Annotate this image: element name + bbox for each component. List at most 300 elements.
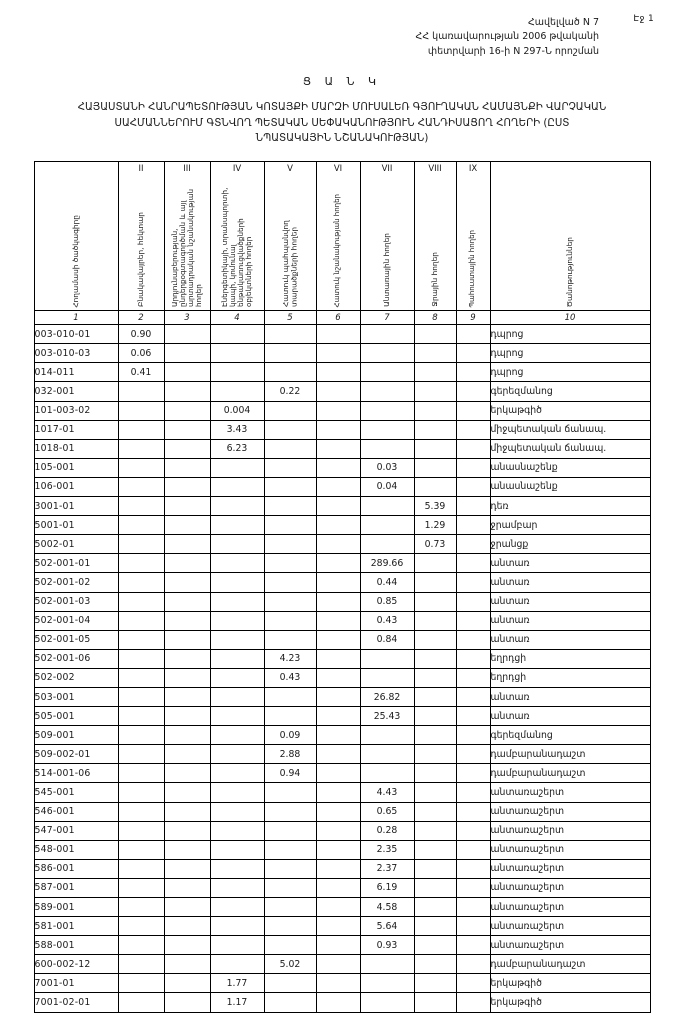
- cell-reserve: [456, 611, 490, 630]
- cell-reserve: [456, 477, 490, 496]
- cell-settlements: [118, 974, 164, 993]
- cell-code: 5002-01: [34, 535, 118, 554]
- cell-special: [316, 458, 360, 477]
- cell-settlements: [118, 630, 164, 649]
- cell-water: [414, 668, 456, 687]
- cell-reserve: [456, 707, 490, 726]
- title-line-1: ՀԱՅԱՍՏԱՆԻ ՀԱՆՐԱՊԵՏՈՒԹՅԱՆ ԿՈՏԱՅՔԻ ՄԱՐԶԻ ՄՈՒՍԱԼԵՌ ԳՅՈՒՂԱԿԱՆ ՀԱՄԱՅՆՔԻ ՎԱՐՉԱԿԱՆ: [77, 101, 607, 113]
- cell-code: 3001-01: [34, 497, 118, 516]
- table-row: [34, 592, 650, 611]
- column-number-6: 6: [316, 311, 360, 325]
- roman-header-8: VIII: [414, 162, 456, 176]
- cell-notes: գերեզմանոց: [490, 726, 650, 745]
- cell-industry: [164, 516, 210, 535]
- cell-energy: [210, 535, 264, 554]
- cell-forest: 0.43: [360, 611, 414, 630]
- cell-notes: անտառ: [490, 630, 650, 649]
- cell-water: [414, 325, 456, 344]
- cell-special: [316, 898, 360, 917]
- cell-protected: [264, 516, 316, 535]
- cell-notes: անտառաշերտ: [490, 802, 650, 821]
- cell-notes: ջրանցք: [490, 535, 650, 554]
- cell-notes: դպրոց: [490, 325, 650, 344]
- cell-industry: [164, 573, 210, 592]
- cell-code: 586-001: [34, 859, 118, 878]
- cell-code: 589-001: [34, 898, 118, 917]
- cell-notes: անտառ: [490, 611, 650, 630]
- table-row: [34, 707, 650, 726]
- cell-forest: 0.84: [360, 630, 414, 649]
- table-row: [34, 477, 650, 496]
- cell-special: [316, 726, 360, 745]
- cell-special: [316, 974, 360, 993]
- table-row: [34, 821, 650, 840]
- cell-settlements: [118, 783, 164, 802]
- cell-protected: [264, 573, 316, 592]
- cell-reserve: [456, 573, 490, 592]
- cell-special: [316, 592, 360, 611]
- cell-notes: անտառաշերտ: [490, 917, 650, 936]
- cell-notes: անտառաշերտ: [490, 859, 650, 878]
- cell-special: [316, 687, 360, 706]
- cell-protected: 0.09: [264, 726, 316, 745]
- cell-industry: [164, 898, 210, 917]
- cell-protected: [264, 535, 316, 554]
- cell-code: 600-002-12: [34, 955, 118, 974]
- cell-industry: [164, 382, 210, 401]
- cell-reserve: [456, 592, 490, 611]
- table-row: [34, 573, 650, 592]
- cell-code: 1017-01: [34, 420, 118, 439]
- table-row: [34, 745, 650, 764]
- table-row: [34, 802, 650, 821]
- cell-water: [414, 630, 456, 649]
- cell-energy: [210, 726, 264, 745]
- column-header-energy-label: Էներգետիկայի, տրանսպորտի, կապի, կոմունալ ենթակառուցվածքների օբյեկտների հողեր: [219, 187, 254, 308]
- cell-protected: [264, 458, 316, 477]
- cell-special: [316, 497, 360, 516]
- cell-code: 003-010-03: [34, 344, 118, 363]
- cell-water: [414, 363, 456, 382]
- cell-water: [414, 344, 456, 363]
- cell-forest: [360, 764, 414, 783]
- cell-notes: անտառաշերտ: [490, 898, 650, 917]
- cell-energy: [210, 764, 264, 783]
- cell-forest: [360, 344, 414, 363]
- cell-water: 1.29: [414, 516, 456, 535]
- table-row: [34, 611, 650, 630]
- cell-energy: [210, 859, 264, 878]
- cell-forest: [360, 420, 414, 439]
- cell-protected: [264, 917, 316, 936]
- cell-settlements: [118, 611, 164, 630]
- cell-energy: [210, 955, 264, 974]
- cell-notes: դպրոց: [490, 363, 650, 382]
- cell-settlements: [118, 764, 164, 783]
- cell-notes: անտառաշերտ: [490, 936, 650, 955]
- cell-water: [414, 458, 456, 477]
- cell-water: [414, 611, 456, 630]
- cell-protected: 0.22: [264, 382, 316, 401]
- cell-water: [414, 936, 456, 955]
- doc-ref-line-1: Հավելված N 7: [527, 17, 599, 28]
- cell-notes: եղրդցի: [490, 668, 650, 687]
- cell-special: [316, 859, 360, 878]
- column-header-water: [414, 175, 456, 311]
- cell-settlements: [118, 707, 164, 726]
- column-header-industry-label: Արդյունաբերության, ընդերքօգտագործման և այլ արտադրական նշանակության հողեր: [169, 189, 204, 308]
- cell-code: 545-001: [34, 783, 118, 802]
- cell-forest: [360, 649, 414, 668]
- doc-ref-line-2: ՀՀ կառավարության 2006 թվականի: [415, 31, 599, 43]
- cell-special: [316, 878, 360, 897]
- table-column-number-row: [34, 311, 650, 325]
- roman-header-9: IX: [456, 162, 490, 176]
- cell-settlements: [118, 477, 164, 496]
- cell-special: [316, 840, 360, 859]
- cell-reserve: [456, 726, 490, 745]
- cell-notes: միջպետական ճանապ.: [490, 439, 650, 458]
- cell-special: [316, 573, 360, 592]
- table-row: [34, 458, 650, 477]
- cell-forest: [360, 955, 414, 974]
- cell-settlements: [118, 859, 164, 878]
- cell-notes: անտառ: [490, 707, 650, 726]
- cell-special: [316, 955, 360, 974]
- cell-energy: [210, 573, 264, 592]
- cell-settlements: [118, 802, 164, 821]
- cell-protected: [264, 898, 316, 917]
- cell-code: 503-001: [34, 687, 118, 706]
- cell-water: [414, 687, 456, 706]
- cell-settlements: [118, 955, 164, 974]
- cell-forest: [360, 745, 414, 764]
- cell-code: 505-001: [34, 707, 118, 726]
- cell-special: [316, 535, 360, 554]
- cell-special: [316, 516, 360, 535]
- cell-settlements: [118, 401, 164, 420]
- cell-special: [316, 382, 360, 401]
- cell-code: 514-001-06: [34, 764, 118, 783]
- table-row: [34, 936, 650, 955]
- cell-protected: [264, 840, 316, 859]
- cell-industry: [164, 840, 210, 859]
- cell-settlements: [118, 821, 164, 840]
- table-row: [34, 974, 650, 993]
- cell-notes: միջպետական ճանապ.: [490, 420, 650, 439]
- cell-forest: 26.82: [360, 687, 414, 706]
- cell-forest: [360, 363, 414, 382]
- cell-protected: [264, 802, 316, 821]
- table-row: [34, 649, 650, 668]
- table-row: [34, 401, 650, 420]
- cell-industry: [164, 974, 210, 993]
- cell-settlements: [118, 878, 164, 897]
- column-number-5: 5: [264, 311, 316, 325]
- table-row: [34, 840, 650, 859]
- cell-water: [414, 955, 456, 974]
- cell-reserve: [456, 401, 490, 420]
- cell-notes: ջրամբար: [490, 516, 650, 535]
- cell-settlements: [118, 516, 164, 535]
- cell-special: [316, 401, 360, 420]
- table-row: [34, 439, 650, 458]
- cell-water: [414, 573, 456, 592]
- cell-energy: [210, 936, 264, 955]
- cell-industry: [164, 592, 210, 611]
- cell-reserve: [456, 439, 490, 458]
- cell-forest: [360, 497, 414, 516]
- cell-energy: [210, 783, 264, 802]
- cell-special: [316, 764, 360, 783]
- cell-reserve: [456, 898, 490, 917]
- cell-reserve: [456, 802, 490, 821]
- cell-industry: [164, 401, 210, 420]
- cell-settlements: [118, 898, 164, 917]
- land-registry-table: [34, 161, 651, 1012]
- column-header-reserve-label: Պահուստային հողեր: [468, 229, 477, 308]
- cell-industry: [164, 764, 210, 783]
- cell-forest: 0.85: [360, 592, 414, 611]
- cell-protected: 2.88: [264, 745, 316, 764]
- cell-water: [414, 745, 456, 764]
- column-header-notes: [490, 175, 650, 311]
- column-header-reserve: [456, 175, 490, 311]
- roman-header-7: VII: [360, 162, 414, 176]
- cell-special: [316, 325, 360, 344]
- cell-notes: դամբարանադաշտ: [490, 955, 650, 974]
- cell-energy: 0.004: [210, 401, 264, 420]
- roman-header-4: IV: [210, 162, 264, 176]
- column-number-7: 7: [360, 311, 414, 325]
- cell-notes: անտառաշերտ: [490, 840, 650, 859]
- cell-code: 502-001-05: [34, 630, 118, 649]
- cell-notes: երկաթգիծ: [490, 993, 650, 1012]
- cell-settlements: [118, 668, 164, 687]
- cell-settlements: [118, 535, 164, 554]
- cell-reserve: [456, 649, 490, 668]
- cell-protected: 0.94: [264, 764, 316, 783]
- table-row: [34, 516, 650, 535]
- cell-water: [414, 554, 456, 573]
- column-header-code-label: Հողամասի ծածկագիրը: [70, 214, 80, 308]
- cell-reserve: [456, 516, 490, 535]
- cell-protected: 5.02: [264, 955, 316, 974]
- cell-industry: [164, 649, 210, 668]
- cell-water: 0.73: [414, 535, 456, 554]
- cell-forest: 289.66: [360, 554, 414, 573]
- cell-reserve: [456, 458, 490, 477]
- cell-energy: [210, 611, 264, 630]
- table-row: [34, 497, 650, 516]
- cell-settlements: [118, 649, 164, 668]
- cell-forest: 0.93: [360, 936, 414, 955]
- cell-code: 587-001: [34, 878, 118, 897]
- roman-header-5: V: [264, 162, 316, 176]
- cell-code: 502-001-01: [34, 554, 118, 573]
- cell-industry: [164, 993, 210, 1012]
- cell-reserve: [456, 630, 490, 649]
- cell-forest: 2.35: [360, 840, 414, 859]
- roman-header-6: VI: [316, 162, 360, 176]
- document-reference: [30, 16, 599, 59]
- cell-special: [316, 821, 360, 840]
- cell-reserve: [456, 535, 490, 554]
- cell-industry: [164, 783, 210, 802]
- cell-protected: [264, 477, 316, 496]
- table-row: [34, 382, 650, 401]
- cell-industry: [164, 439, 210, 458]
- cell-settlements: 0.90: [118, 325, 164, 344]
- cell-protected: [264, 974, 316, 993]
- cell-protected: [264, 497, 316, 516]
- cell-notes: գերեզմանոց: [490, 382, 650, 401]
- cell-reserve: [456, 745, 490, 764]
- cell-industry: [164, 859, 210, 878]
- cell-energy: [210, 821, 264, 840]
- cell-settlements: [118, 497, 164, 516]
- page-title: [30, 100, 654, 147]
- roman-header-10: [490, 162, 650, 176]
- cell-industry: [164, 420, 210, 439]
- cell-forest: [360, 325, 414, 344]
- cell-protected: [264, 420, 316, 439]
- table-row: [34, 554, 650, 573]
- cell-industry: [164, 535, 210, 554]
- cell-forest: 2.37: [360, 859, 414, 878]
- column-header-forest: [360, 175, 414, 311]
- table-row: [34, 344, 650, 363]
- cell-code: 546-001: [34, 802, 118, 821]
- cell-special: [316, 439, 360, 458]
- cell-forest: 0.04: [360, 477, 414, 496]
- title-line-3: ՆՊԱՏԱԿԱՅԻՆ ՆՇԱՆԱԿՈՒԹՅԱՆ): [255, 133, 429, 145]
- cell-water: [414, 783, 456, 802]
- column-number-2: 2: [118, 311, 164, 325]
- cell-code: 032-001: [34, 382, 118, 401]
- cell-energy: [210, 878, 264, 897]
- cell-water: [414, 726, 456, 745]
- cell-special: [316, 554, 360, 573]
- cell-energy: [210, 630, 264, 649]
- cell-water: [414, 592, 456, 611]
- cell-forest: 4.43: [360, 783, 414, 802]
- cell-industry: [164, 668, 210, 687]
- cell-industry: [164, 458, 210, 477]
- cell-water: [414, 382, 456, 401]
- cell-energy: [210, 554, 264, 573]
- cell-forest: [360, 668, 414, 687]
- cell-special: [316, 707, 360, 726]
- table-row: [34, 630, 650, 649]
- cell-notes: անասնաշենք: [490, 477, 650, 496]
- cell-energy: [210, 668, 264, 687]
- cell-special: [316, 611, 360, 630]
- cell-special: [316, 477, 360, 496]
- cell-protected: 0.43: [264, 668, 316, 687]
- cell-reserve: [456, 783, 490, 802]
- cell-industry: [164, 878, 210, 897]
- column-number-1: 1: [34, 311, 118, 325]
- column-number-10: 10: [490, 311, 650, 325]
- table-row: [34, 783, 650, 802]
- cell-protected: [264, 439, 316, 458]
- cell-code: 014-011: [34, 363, 118, 382]
- cell-industry: [164, 726, 210, 745]
- cell-reserve: [456, 878, 490, 897]
- cell-notes: անասնաշենք: [490, 458, 650, 477]
- cell-reserve: [456, 687, 490, 706]
- cell-industry: [164, 477, 210, 496]
- cell-water: [414, 401, 456, 420]
- cell-code: 547-001: [34, 821, 118, 840]
- cell-reserve: [456, 363, 490, 382]
- table-body: [34, 325, 650, 1012]
- cell-reserve: [456, 974, 490, 993]
- column-header-code: [34, 175, 118, 311]
- column-number-9: 9: [456, 311, 490, 325]
- cell-settlements: 0.06: [118, 344, 164, 363]
- table-row: [34, 363, 650, 382]
- cell-special: [316, 745, 360, 764]
- cell-water: [414, 821, 456, 840]
- table-header-row: [34, 175, 650, 311]
- cell-forest: [360, 439, 414, 458]
- cell-protected: [264, 993, 316, 1012]
- cell-water: [414, 878, 456, 897]
- cell-reserve: [456, 955, 490, 974]
- cell-code: 101-003-02: [34, 401, 118, 420]
- cell-energy: 6.23: [210, 439, 264, 458]
- table-row: [34, 898, 650, 917]
- cell-notes: անտառ: [490, 573, 650, 592]
- cell-water: [414, 898, 456, 917]
- cell-energy: [210, 745, 264, 764]
- cell-code: 502-001-04: [34, 611, 118, 630]
- cell-notes: եղրդցի: [490, 649, 650, 668]
- cell-special: [316, 344, 360, 363]
- cell-settlements: [118, 726, 164, 745]
- cell-water: [414, 420, 456, 439]
- cell-protected: [264, 363, 316, 382]
- cell-reserve: [456, 420, 490, 439]
- cell-notes: անտառաշերտ: [490, 821, 650, 840]
- cell-water: [414, 840, 456, 859]
- cell-special: [316, 363, 360, 382]
- cell-industry: [164, 821, 210, 840]
- cell-settlements: [118, 917, 164, 936]
- cell-code: 502-002: [34, 668, 118, 687]
- cell-forest: 4.58: [360, 898, 414, 917]
- cell-forest: 0.65: [360, 802, 414, 821]
- cell-water: [414, 802, 456, 821]
- cell-forest: [360, 382, 414, 401]
- cell-protected: [264, 344, 316, 363]
- cell-forest: 25.43: [360, 707, 414, 726]
- cell-energy: [210, 649, 264, 668]
- cell-special: [316, 993, 360, 1012]
- cell-protected: [264, 859, 316, 878]
- cell-notes: դամբարանադաշտ: [490, 764, 650, 783]
- cell-energy: [210, 458, 264, 477]
- cell-forest: [360, 516, 414, 535]
- cell-special: [316, 630, 360, 649]
- table-row: [34, 764, 650, 783]
- cell-industry: [164, 554, 210, 573]
- cell-industry: [164, 917, 210, 936]
- cell-protected: [264, 630, 316, 649]
- cell-code: 003-010-01: [34, 325, 118, 344]
